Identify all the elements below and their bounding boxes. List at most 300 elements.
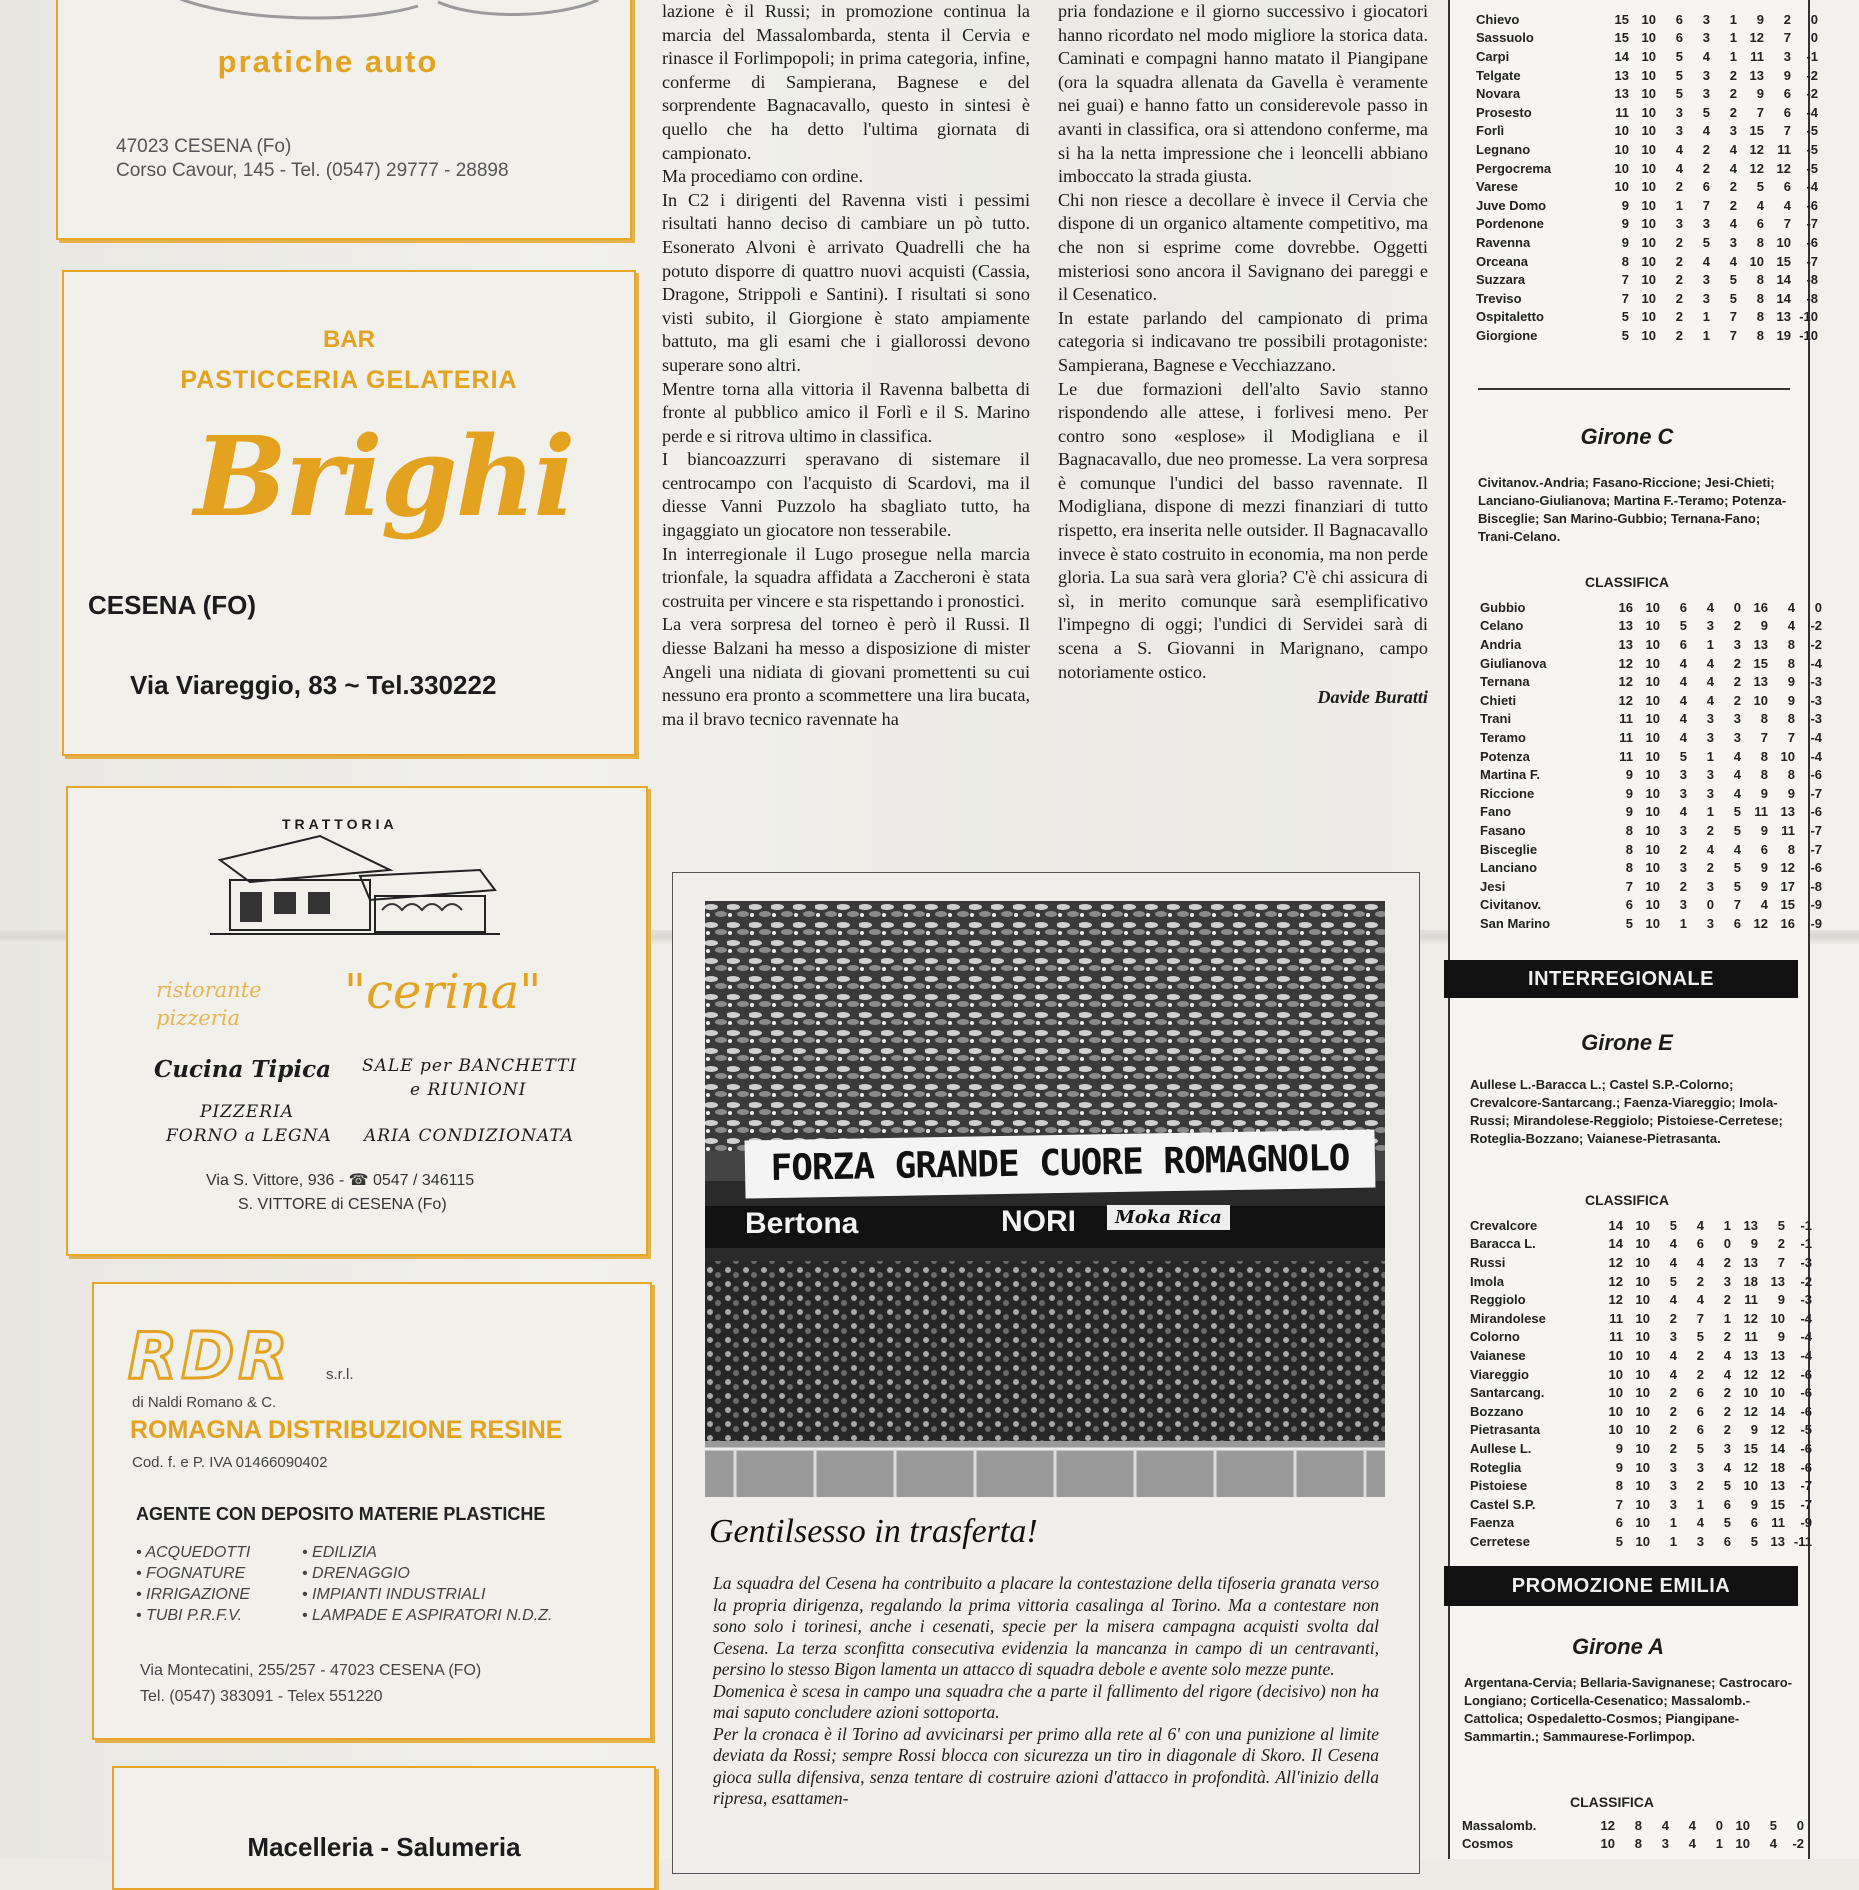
table-row bbox=[1476, 47, 1818, 66]
stat-cell: 4 bbox=[1669, 1236, 1677, 1252]
table-row bbox=[1476, 177, 1818, 196]
stat-cell: 10 bbox=[1614, 123, 1629, 139]
stat-cell: 3 bbox=[1675, 104, 1683, 120]
stat-cell: -5 bbox=[1806, 141, 1818, 157]
stat-cell: 1 bbox=[1706, 636, 1714, 652]
team-name: Giorgione bbox=[1476, 327, 1538, 343]
stat-cell: -8 bbox=[1806, 290, 1818, 306]
stat-cell: 10 bbox=[1635, 1533, 1650, 1549]
ad-rdr-right-list bbox=[302, 1542, 552, 1626]
team-name: Jesi bbox=[1480, 878, 1506, 894]
stat-cell: 0 bbox=[1810, 30, 1818, 46]
table-row bbox=[1470, 1476, 1812, 1495]
list-item: • IRRIGAZIONE bbox=[136, 1586, 251, 1603]
stat-cell: 2 bbox=[1729, 104, 1737, 120]
stat-cell: 3 bbox=[1679, 860, 1687, 876]
stat-cell: 11 bbox=[1754, 804, 1768, 820]
stat-cell: 5 bbox=[1756, 179, 1764, 195]
stat-cell: 10 bbox=[1645, 767, 1660, 783]
stat-cell: 12 bbox=[1770, 1366, 1785, 1382]
stat-cell: 2 bbox=[1675, 309, 1683, 325]
article-paragraph: pria fondazione e il giorno successivo i giocatori hanno ricordato nel modo migliore la storica data. Caminati e compagni hanno matato il Piangipane (ora la squadra allenata da Gavella è veramente nei guai) e hanno fatto un considerevole passo in avanti in classifica, ora si attendono conferme, ma si ha la netta impressione che i leoncelli abbiano imboccato la strada giusta. bbox=[1058, 1, 1428, 187]
stat-cell: -6 bbox=[1800, 1385, 1812, 1401]
ad-rdr-left-list bbox=[136, 1542, 250, 1626]
team-name: Crevalcore bbox=[1470, 1217, 1538, 1233]
team-name: Ospitaletto bbox=[1476, 309, 1544, 325]
stat-cell: 4 bbox=[1702, 123, 1710, 139]
table-row bbox=[1470, 1253, 1812, 1272]
table-row bbox=[1476, 233, 1818, 252]
table-row bbox=[1480, 765, 1822, 784]
stat-cell: -6 bbox=[1800, 1459, 1812, 1475]
stat-cell: 0 bbox=[1706, 897, 1714, 913]
stat-cell: 8 bbox=[1787, 655, 1795, 671]
girone-c-matches: Civitanov.-Andria; Fasano-Riccione; Jesi-Chieti; Lanciano-Giulianova; Martina F.-Teramo; Potenza-Bisceglie; San Marino-Gubbio; Ternana-Fano; Trani-Celano. bbox=[1478, 475, 1787, 544]
stat-cell: 4 bbox=[1696, 1217, 1704, 1233]
table-row bbox=[1476, 289, 1818, 308]
stat-cell: 10 bbox=[1735, 1817, 1750, 1833]
article-paragraph: In estate parlando del campionato di prima categoria si indicavano tre possibili protagoniste: Sampierana, Bagnese e Vecchiazzano. bbox=[1058, 307, 1428, 375]
ad-rdr bbox=[92, 1282, 652, 1740]
stat-cell: 7 bbox=[1625, 878, 1633, 894]
stat-cell: 10 bbox=[1645, 655, 1660, 671]
stat-cell: 10 bbox=[1635, 1515, 1650, 1531]
stat-cell: 4 bbox=[1696, 1254, 1704, 1270]
stat-cell: 10 bbox=[1641, 160, 1656, 176]
table-row bbox=[1470, 1290, 1812, 1309]
stat-cell: 8 bbox=[1756, 309, 1764, 325]
team-name: Treviso bbox=[1476, 290, 1522, 306]
stat-cell: 10 bbox=[1645, 711, 1660, 727]
article-paragraph: In C2 i dirigenti del Ravenna visti i pessimi risultati hanno deciso di cambiare un pò tutto. Esonerato Alvoni è arrivato Quadrelli che ha potuto disporre di quattro nuovi acquisti (Cassia, Dragone, Strippoli e Santini). I risultati si sono visti subito, il Giorgione è stato ampiamente battuto, ma gli esami che i giallorossi devono superare sono altri. bbox=[662, 189, 1030, 375]
team-name: Ternana bbox=[1480, 674, 1530, 690]
team-name: Legnano bbox=[1476, 141, 1531, 157]
stat-cell: 11 bbox=[1781, 822, 1795, 838]
stat-cell: 14 bbox=[1614, 48, 1629, 64]
stat-cell: 7 bbox=[1621, 272, 1629, 288]
stat-cell: 4 bbox=[1675, 141, 1683, 157]
stat-cell: 13 bbox=[1770, 1273, 1785, 1289]
stat-cell: 11 bbox=[1771, 1515, 1785, 1531]
stat-cell: 10 bbox=[1641, 104, 1656, 120]
team-name: Chieti bbox=[1480, 692, 1517, 708]
stat-cell: 4 bbox=[1733, 785, 1741, 801]
stat-cell: 9 bbox=[1760, 785, 1768, 801]
stat-cell: 5 bbox=[1733, 822, 1741, 838]
ad-pratiche-city: 47023 CESENA (Fo) bbox=[116, 136, 292, 157]
stat-cell: 6 bbox=[1696, 1236, 1704, 1252]
article-author: Davide Buratti bbox=[1317, 687, 1428, 708]
stat-cell: -6 bbox=[1810, 804, 1822, 820]
stat-cell: 13 bbox=[1770, 1478, 1785, 1494]
stat-cell: -4 bbox=[1810, 655, 1822, 671]
stat-cell: 5 bbox=[1769, 1817, 1777, 1833]
stat-cell: 3 bbox=[1675, 216, 1683, 232]
stat-cell: 4 bbox=[1729, 141, 1737, 157]
stat-cell: 12 bbox=[1618, 674, 1633, 690]
stat-cell: 9 bbox=[1777, 1292, 1785, 1308]
stat-cell: 9 bbox=[1756, 11, 1764, 27]
stat-cell: 14 bbox=[1770, 1440, 1785, 1456]
stat-cell: 9 bbox=[1621, 216, 1629, 232]
stat-cell: 5 bbox=[1723, 1515, 1731, 1531]
stat-cell: 5 bbox=[1723, 1478, 1731, 1494]
stat-cell: 10 bbox=[1608, 1366, 1623, 1382]
stat-cell: 2 bbox=[1723, 1254, 1731, 1270]
interregionale-banner: INTERREGIONALE bbox=[1444, 960, 1798, 998]
stat-cell: 3 bbox=[1679, 822, 1687, 838]
team-name: Lanciano bbox=[1480, 860, 1538, 876]
stat-cell: 5 bbox=[1733, 878, 1741, 894]
stat-cell: 9 bbox=[1615, 1459, 1623, 1475]
stat-cell: -7 bbox=[1810, 822, 1822, 838]
stat-cell: 13 bbox=[1770, 1533, 1785, 1549]
stat-cell: 3 bbox=[1669, 1329, 1677, 1345]
list-item: • TUBI P.R.F.V. bbox=[136, 1607, 243, 1624]
stat-cell: 13 bbox=[1780, 804, 1795, 820]
stat-cell: 10 bbox=[1645, 860, 1660, 876]
girone-e-table bbox=[1470, 1216, 1812, 1551]
list-item: • IMPIANTI INDUSTRIALI bbox=[302, 1586, 486, 1603]
stat-cell: 4 bbox=[1729, 216, 1737, 232]
caption-paragraph: Domenica è scesa in campo una squadra che a parte il fallimento del rigore (decisivo) non ha mai saputo concludere azioni sottoporta. bbox=[713, 1680, 1379, 1722]
stat-cell: 5 bbox=[1679, 748, 1687, 764]
stat-cell: 8 bbox=[1756, 272, 1764, 288]
stat-cell: 6 bbox=[1750, 1515, 1758, 1531]
team-name: Imola bbox=[1470, 1273, 1504, 1289]
stat-cell: 13 bbox=[1618, 636, 1633, 652]
table-row bbox=[1470, 1532, 1812, 1551]
stat-cell: 8 bbox=[1760, 767, 1768, 783]
stat-cell: -6 bbox=[1806, 234, 1818, 250]
stat-cell: 9 bbox=[1760, 618, 1768, 634]
stat-cell: 1 bbox=[1729, 48, 1737, 64]
stat-cell: 4 bbox=[1706, 692, 1714, 708]
stat-cell: 3 bbox=[1661, 1836, 1669, 1852]
stat-cell: 8 bbox=[1621, 253, 1629, 269]
stat-cell: 3 bbox=[1679, 767, 1687, 783]
stat-cell: -5 bbox=[1800, 1422, 1812, 1438]
stat-cell: 8 bbox=[1756, 234, 1764, 250]
table-row bbox=[1470, 1402, 1812, 1421]
stat-cell: 10 bbox=[1635, 1478, 1650, 1494]
stat-cell: 17 bbox=[1780, 878, 1795, 894]
stat-cell: 10 bbox=[1645, 674, 1660, 690]
stat-cell: 6 bbox=[1696, 1422, 1704, 1438]
team-name: Celano bbox=[1480, 618, 1524, 634]
stat-cell: 10 bbox=[1780, 748, 1795, 764]
girone-a-title: Girone A bbox=[1571, 1634, 1665, 1659]
sponsor-nori: NORI bbox=[1001, 1205, 1076, 1238]
stat-cell: 3 bbox=[1706, 767, 1714, 783]
stat-cell: -4 bbox=[1800, 1329, 1812, 1345]
table-row bbox=[1476, 140, 1818, 159]
sponsor-bertona: Bertona bbox=[745, 1207, 859, 1240]
stat-cell: 6 bbox=[1679, 636, 1687, 652]
ad-cerina-riunioni: e RIUNIONI bbox=[410, 1080, 527, 1100]
stat-cell: 9 bbox=[1787, 785, 1795, 801]
stat-cell: 10 bbox=[1645, 841, 1660, 857]
stat-cell: 10 bbox=[1635, 1254, 1650, 1270]
stat-cell: -5 bbox=[1806, 160, 1818, 176]
team-name: Cerretese bbox=[1470, 1533, 1530, 1549]
stat-cell: 7 bbox=[1733, 897, 1741, 913]
stat-cell: 4 bbox=[1702, 253, 1710, 269]
stat-cell: -1 bbox=[1800, 1236, 1812, 1252]
stat-cell: 4 bbox=[1729, 253, 1737, 269]
stat-cell: 2 bbox=[1706, 822, 1714, 838]
stat-cell: 4 bbox=[1679, 711, 1687, 727]
stat-cell: 2 bbox=[1669, 1403, 1677, 1419]
stat-cell: 4 bbox=[1669, 1254, 1677, 1270]
stat-cell: 2 bbox=[1702, 160, 1710, 176]
team-name: Faenza bbox=[1470, 1515, 1515, 1531]
stat-cell: 8 bbox=[1634, 1836, 1642, 1852]
team-name: Pistoiese bbox=[1470, 1478, 1528, 1494]
stat-cell: 10 bbox=[1600, 1836, 1615, 1852]
stat-cell: 1 bbox=[1706, 748, 1714, 764]
stat-cell: 10 bbox=[1645, 599, 1660, 615]
stat-cell: -2 bbox=[1800, 1273, 1812, 1289]
stat-cell: 9 bbox=[1777, 1329, 1785, 1345]
stat-cell: 6 bbox=[1625, 897, 1633, 913]
stat-cell: 12 bbox=[1770, 1422, 1785, 1438]
table-row bbox=[1470, 1439, 1812, 1458]
stat-cell: -4 bbox=[1800, 1347, 1812, 1363]
stat-cell: 10 bbox=[1635, 1236, 1650, 1252]
stat-cell: 10 bbox=[1641, 179, 1656, 195]
stat-cell: 1 bbox=[1729, 30, 1737, 46]
team-name: Russi bbox=[1470, 1254, 1506, 1270]
stat-cell: 11 bbox=[1777, 141, 1791, 157]
team-name: Martina F. bbox=[1480, 767, 1540, 783]
ad-brighi-line2: PASTICCERIA GELATERIA bbox=[180, 366, 518, 394]
team-name: Carpi bbox=[1476, 48, 1510, 64]
stat-cell: 4 bbox=[1679, 692, 1687, 708]
ad-rdr-piva: Cod. f. e P. IVA 01466090402 bbox=[132, 1454, 328, 1471]
table-row bbox=[1470, 1495, 1812, 1514]
article-column-1 bbox=[662, 0, 1030, 731]
team-name: Orceana bbox=[1476, 253, 1529, 269]
stat-cell: 10 bbox=[1608, 1347, 1623, 1363]
ad-rdr-owner: di Naldi Romano & C. bbox=[132, 1394, 277, 1411]
stat-cell: 7 bbox=[1783, 216, 1791, 232]
table-row bbox=[1476, 29, 1818, 48]
stat-cell: -7 bbox=[1800, 1496, 1812, 1512]
stat-cell: 2 bbox=[1723, 1422, 1731, 1438]
stat-cell: 10 bbox=[1635, 1440, 1650, 1456]
stat-cell: 4 bbox=[1733, 841, 1741, 857]
stat-cell: 10 bbox=[1614, 160, 1629, 176]
team-name: Pergocrema bbox=[1476, 160, 1552, 176]
stat-cell: 16 bbox=[1780, 915, 1795, 931]
article-paragraph: I biancoazzurri speravano di sistemare il centrocampo con l'acquisto di Scardovi, ma il diesse Vanni Puzzolo ha sbagliato tutto, ha ingaggiato un giocatore non tesserabile. bbox=[662, 449, 1030, 541]
stat-cell: 10 bbox=[1645, 636, 1660, 652]
stat-cell: 4 bbox=[1669, 1292, 1677, 1308]
stat-cell: 5 bbox=[1702, 234, 1710, 250]
stat-cell: 9 bbox=[1760, 860, 1768, 876]
stat-cell: 13 bbox=[1614, 67, 1629, 83]
stat-cell: 0 bbox=[1723, 1236, 1731, 1252]
stat-cell: 5 bbox=[1675, 67, 1683, 83]
table-row bbox=[1476, 215, 1818, 234]
stat-cell: 10 bbox=[1645, 618, 1660, 634]
stat-cell: 3 bbox=[1669, 1459, 1677, 1475]
stat-cell: 4 bbox=[1679, 674, 1687, 690]
stat-cell: 9 bbox=[1756, 86, 1764, 102]
stat-cell: 2 bbox=[1733, 674, 1741, 690]
stat-cell: 1 bbox=[1669, 1533, 1677, 1549]
stat-cell: -10 bbox=[1799, 327, 1818, 343]
stat-cell: 13 bbox=[1614, 86, 1629, 102]
stat-cell: 10 bbox=[1635, 1310, 1650, 1326]
stat-cell: 10 bbox=[1635, 1366, 1650, 1382]
stat-cell: 5 bbox=[1696, 1329, 1704, 1345]
stat-cell: -1 bbox=[1806, 48, 1818, 64]
table-row bbox=[1480, 914, 1822, 933]
team-name: Castel S.P. bbox=[1470, 1496, 1536, 1512]
team-name: Bozzano bbox=[1470, 1403, 1524, 1419]
stat-cell: 2 bbox=[1723, 1385, 1731, 1401]
stat-cell: 10 bbox=[1635, 1347, 1650, 1363]
stat-cell: 10 bbox=[1770, 1385, 1785, 1401]
list-item: • LAMPADE E ASPIRATORI N.D.Z. bbox=[302, 1607, 553, 1624]
stat-cell: 12 bbox=[1608, 1254, 1623, 1270]
stat-cell: 3 bbox=[1702, 86, 1710, 102]
stat-cell: 12 bbox=[1743, 1403, 1758, 1419]
stat-cell: 15 bbox=[1614, 11, 1629, 27]
stat-cell: 3 bbox=[1702, 30, 1710, 46]
stat-cell: 14 bbox=[1776, 290, 1791, 306]
stat-cell: 10 bbox=[1641, 290, 1656, 306]
table-row bbox=[1470, 1216, 1812, 1235]
stat-cell: 10 bbox=[1635, 1422, 1650, 1438]
stat-cell: 8 bbox=[1756, 290, 1764, 306]
stat-cell: 10 bbox=[1641, 216, 1656, 232]
stat-cell: 7 bbox=[1760, 729, 1768, 745]
stat-cell: 4 bbox=[1733, 767, 1741, 783]
stat-cell: 12 bbox=[1753, 915, 1768, 931]
stat-cell: 10 bbox=[1641, 272, 1656, 288]
stat-cell: 2 bbox=[1679, 841, 1687, 857]
team-name: Varese bbox=[1476, 179, 1518, 195]
stat-cell: 9 bbox=[1750, 1236, 1758, 1252]
team-name: Aullese L. bbox=[1470, 1440, 1532, 1456]
stat-cell: 10 bbox=[1753, 692, 1768, 708]
ad-cerina-cucina: Cucina Tipica bbox=[154, 1056, 331, 1083]
stat-cell: 10 bbox=[1608, 1403, 1623, 1419]
ad-rdr-tel: Tel. (0547) 383091 - Telex 551220 bbox=[140, 1688, 383, 1705]
stat-cell: 10 bbox=[1645, 878, 1660, 894]
list-item: • DRENAGGIO bbox=[302, 1565, 410, 1582]
table-row bbox=[1480, 747, 1822, 766]
stat-cell: 8 bbox=[1625, 841, 1633, 857]
stat-cell: 5 bbox=[1729, 272, 1737, 288]
team-name: Santarcang. bbox=[1470, 1385, 1545, 1401]
stat-cell: -7 bbox=[1806, 253, 1818, 269]
stat-cell: -7 bbox=[1810, 785, 1822, 801]
stat-cell: 12 bbox=[1600, 1817, 1615, 1833]
team-name: Potenza bbox=[1480, 748, 1530, 764]
stat-cell: 13 bbox=[1743, 1254, 1758, 1270]
stat-cell: 2 bbox=[1733, 655, 1741, 671]
stat-cell: 3 bbox=[1783, 48, 1791, 64]
stat-cell: 5 bbox=[1702, 104, 1710, 120]
stat-cell: 10 bbox=[1641, 67, 1656, 83]
stat-cell: -3 bbox=[1800, 1292, 1812, 1308]
stat-cell: 2 bbox=[1675, 290, 1683, 306]
table-row bbox=[1476, 66, 1818, 85]
team-name: Reggiolo bbox=[1470, 1292, 1526, 1308]
stat-cell: 13 bbox=[1776, 309, 1791, 325]
ad-rdr-address: Via Montecatini, 255/257 - 47023 CESENA (FO) bbox=[140, 1662, 482, 1679]
stat-cell: 2 bbox=[1702, 141, 1710, 157]
stat-cell: 16 bbox=[1753, 599, 1768, 615]
stat-cell: 10 bbox=[1776, 234, 1791, 250]
stat-cell: -6 bbox=[1810, 767, 1822, 783]
article-paragraph: Ma procediamo con ordine. bbox=[662, 166, 864, 187]
stat-cell: 7 bbox=[1621, 290, 1629, 306]
stat-cell: -8 bbox=[1806, 272, 1818, 288]
stat-cell: 3 bbox=[1706, 729, 1714, 745]
table-row bbox=[1480, 635, 1822, 654]
team-name: Ravenna bbox=[1476, 234, 1531, 250]
stat-cell: 7 bbox=[1783, 123, 1791, 139]
ad-pratiche-auto bbox=[56, 0, 632, 240]
stat-cell: 10 bbox=[1608, 1422, 1623, 1438]
team-name: Colorno bbox=[1470, 1329, 1520, 1345]
stat-cell: 7 bbox=[1696, 1310, 1704, 1326]
stat-cell: 7 bbox=[1783, 30, 1791, 46]
stat-cell: 8 bbox=[1760, 748, 1768, 764]
team-name: Juve Domo bbox=[1476, 197, 1547, 213]
stat-cell: 11 bbox=[1619, 748, 1633, 764]
stat-cell: -4 bbox=[1806, 104, 1818, 120]
team-name: Bisceglie bbox=[1480, 841, 1538, 857]
stat-cell: -3 bbox=[1810, 692, 1822, 708]
article-column-2 bbox=[1058, 0, 1428, 710]
stat-cell: 13 bbox=[1618, 618, 1633, 634]
stat-cell: 2 bbox=[1777, 1236, 1785, 1252]
stat-cell: 8 bbox=[1615, 1478, 1623, 1494]
stat-cell: 2 bbox=[1675, 179, 1683, 195]
stat-cell: 5 bbox=[1675, 48, 1683, 64]
standings-top-table bbox=[1476, 10, 1818, 345]
stat-cell: 10 bbox=[1645, 729, 1660, 745]
stat-cell: 11 bbox=[1619, 711, 1633, 727]
stat-cell: 18 bbox=[1743, 1273, 1758, 1289]
table-row bbox=[1470, 1421, 1812, 1440]
stat-cell: 3 bbox=[1669, 1478, 1677, 1494]
ad-rdr-srl: s.r.l. bbox=[326, 1366, 354, 1383]
stat-cell: 4 bbox=[1756, 197, 1764, 213]
stat-cell: 2 bbox=[1723, 1403, 1731, 1419]
table-row bbox=[1470, 1383, 1812, 1402]
ad-brighi-address: Via Viareggio, 83 ~ Tel.330222 bbox=[130, 670, 497, 700]
stat-cell: 4 bbox=[1723, 1459, 1731, 1475]
stat-cell: 3 bbox=[1733, 711, 1741, 727]
ad-brighi-city: CESENA (FO) bbox=[88, 590, 257, 620]
stat-cell: 10 bbox=[1645, 748, 1660, 764]
stat-cell: 3 bbox=[1706, 618, 1714, 634]
cerina-logo: "cerina" bbox=[344, 964, 542, 1020]
table-row bbox=[1480, 803, 1822, 822]
stat-cell: 2 bbox=[1696, 1347, 1704, 1363]
stat-cell: 3 bbox=[1679, 785, 1687, 801]
stat-cell: 7 bbox=[1702, 197, 1710, 213]
stat-cell: 12 bbox=[1749, 141, 1764, 157]
stat-cell: -7 bbox=[1810, 841, 1822, 857]
